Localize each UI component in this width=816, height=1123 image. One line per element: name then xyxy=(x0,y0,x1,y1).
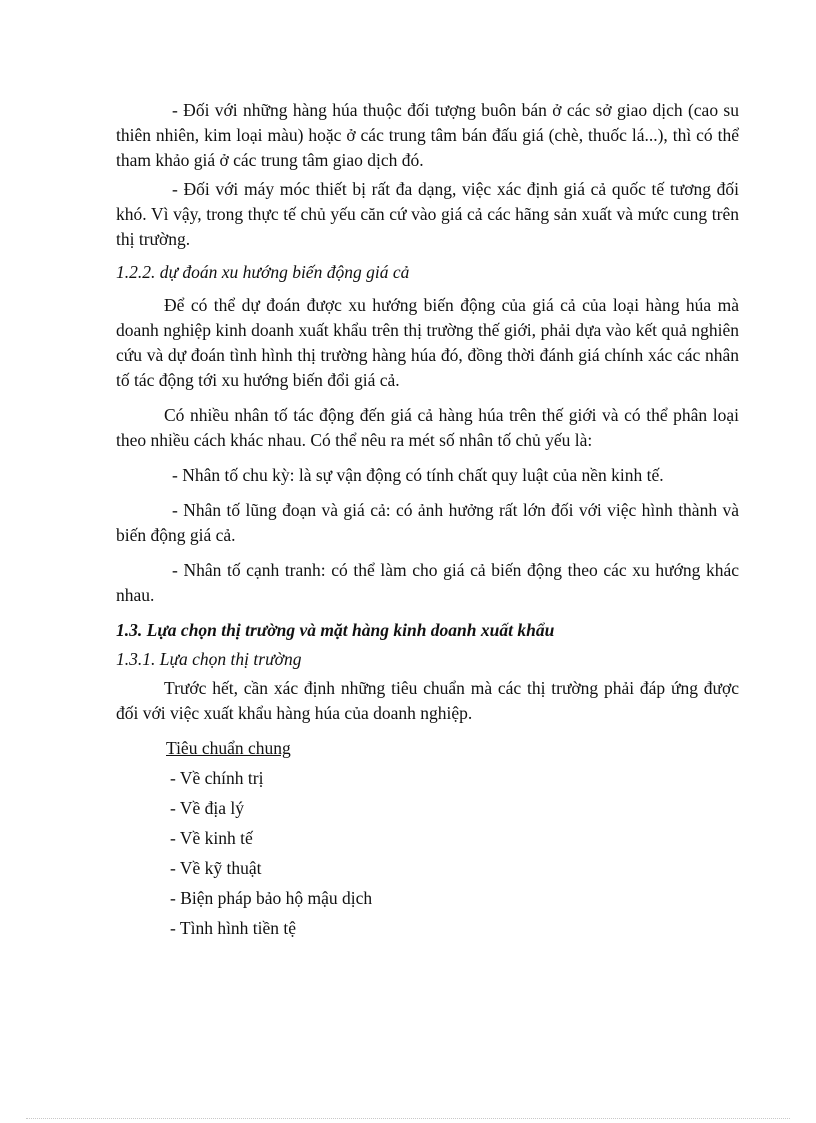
heading-1-3: 1.3. Lựa chọn thị trường và mặt hàng kinh doanh xuất khẩu xyxy=(116,620,555,640)
page-body xyxy=(116,98,739,941)
list-item: - Về địa lý xyxy=(170,798,245,818)
paragraph-cycle-factor: - Nhân tố chu kỳ: là sự vận động có tính chất quy luật của nền kinh tế. xyxy=(172,465,664,485)
list-item: - Tình hình tiền tệ xyxy=(170,918,297,938)
criteria-label: Tiêu chuẩn chung xyxy=(166,738,291,758)
list-item: - Về kỹ thuật xyxy=(170,858,262,878)
criteria-list xyxy=(116,766,739,941)
heading-1-2-2: 1.2.2. dự đoán xu hướng biến động giá cả xyxy=(116,262,410,282)
paragraph-competition-factor: - Nhân tố cạnh tranh: có thể làm cho giá cả biến động theo các xu hướng khác nhau. xyxy=(116,560,739,605)
paragraph-price-trend-forecast: Để có thể dự đoán được xu hướng biến động của giá cả của loại hàng húa mà doanh nghiệp kinh doanh xuất khẩu trên thị trường thế giới, phải dựa vào kết quả nghiên cứu và dự đoán tình hình thị trường hàng húa đó, đồng thời đánh giá chính xác các nhân tố tác động tới xu hướng biến đổi giá cả. xyxy=(116,295,739,390)
paragraph-commodity-exchange: - Đối với những hàng húa thuộc đối tượng buôn bán ở các sở giao dịch (cao su thiên nhiên, kim loại màu) hoặc ở các trung tâm bán đấu giá (chè, thuốc lá...), thì có thể tham khảo giá ở các trung tâm giao dịch đó. xyxy=(116,100,739,170)
list-item: - Về kinh tế xyxy=(170,828,253,848)
paragraph-machinery-pricing: - Đối với máy móc thiết bị rất đa dạng, việc xác định giá cả quốc tế tương đối khó. Vì vậy, trong thực tế chủ yếu căn cứ vào giá cả các hãng sản xuất và mức cung trên thị trường. xyxy=(116,179,739,249)
list-item: - Biện pháp bảo hộ mậu dịch xyxy=(170,888,373,908)
heading-1-3-1: 1.3.1. Lựa chọn thị trường xyxy=(116,649,302,669)
paragraph-market-criteria-intro: Trước hết, cần xác định những tiêu chuẩn mà các thị trường phải đáp ứng được đối với việc xuất khẩu hàng húa của doanh nghiệp. xyxy=(116,678,739,723)
paragraph-price-factors: Có nhiều nhân tố tác động đến giá cả hàng húa trên thế giới và có thể phân loại theo nhiều cách khác nhau. Có thể nêu ra mét số nhân tố chủ yếu là: xyxy=(116,405,739,450)
page-bottom-divider xyxy=(26,1118,790,1119)
list-item: - Về chính trị xyxy=(170,768,264,788)
paragraph-monopoly-factor: - Nhân tố lũng đoạn và giá cả: có ảnh hưởng rất lớn đối với việc hình thành và biến động giá cả. xyxy=(116,500,739,545)
